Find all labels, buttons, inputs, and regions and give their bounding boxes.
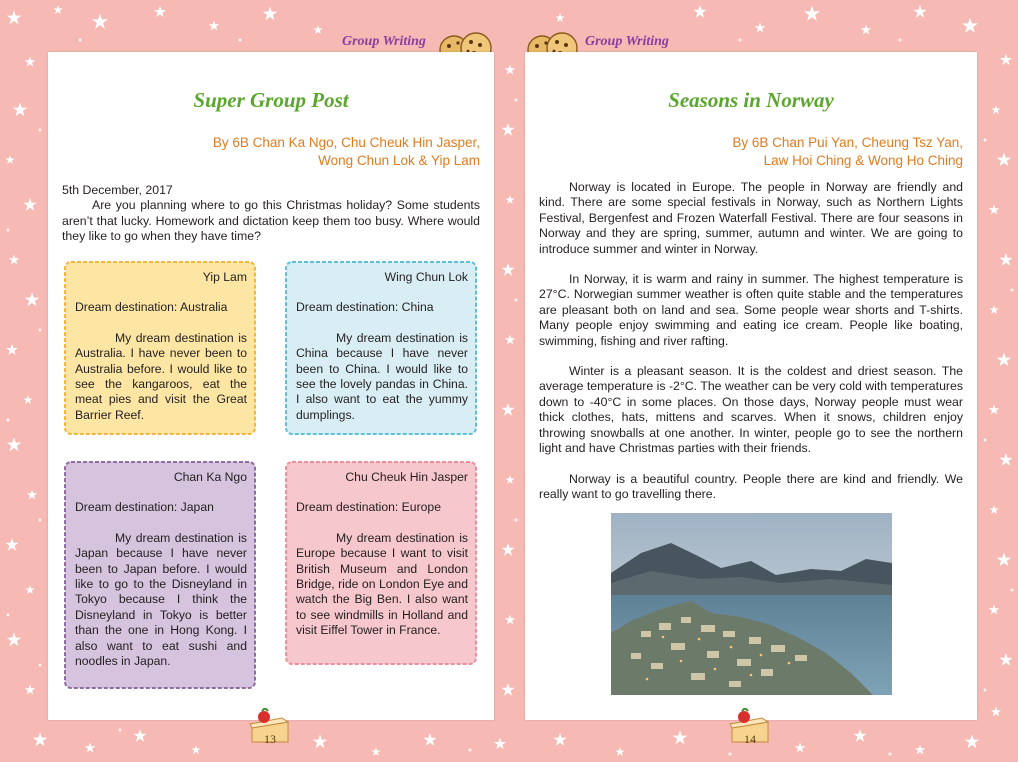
card-text: My dream destination is Europe because I want to visit British Museum and London Bridge, ride on London Eye and watch the Big Ben. I also want to see windmills in Holland and visit Eiffel Tower in France. <box>296 530 468 638</box>
byline-line: By 6B Chan Pui Yan, Cheung Tsz Yan, <box>732 135 963 150</box>
right-page <box>525 52 977 720</box>
article-paragraph: Norway is a beautiful country. People there are kind and friendly. We really want to go travelling there. <box>539 471 963 501</box>
card-destination: Dream destination: Australia <box>75 300 228 315</box>
card-author: Yip Lam <box>202 270 247 284</box>
right-page-title: Seasons in Norway <box>668 88 834 112</box>
card-destination: Dream destination: Japan <box>75 500 214 515</box>
post-card-chan-ka-ngo <box>61 458 259 692</box>
norway-town-photo <box>611 513 892 695</box>
post-date: 5th December, 2017 <box>62 183 173 197</box>
norway-article <box>539 180 963 517</box>
byline-line: By 6B Chan Ka Ngo, Chu Cheuk Hin Jasper, <box>212 135 480 150</box>
card-text: My dream destination is Australia. I have never been to Australia before. I would like to see the kangaroos, eat the meat pies and visit the Great Barrier Reef. <box>75 330 247 422</box>
post-card-yip-lam <box>61 258 259 438</box>
article-paragraph: Norway is located in Europe. The people in Norway are friendly and kind. There are some special festivals in Norway, such as Northern Lights Festival, Bergenfest and Frozen Waterfall Festival. There are four seasons in Norway and they are spring, summer, autumn and winter. We are going to introduce summer and winter in Norway. <box>539 180 963 256</box>
card-author: Wing Chun Lok <box>384 270 468 284</box>
byline-line: Wong Chun Lok & Yip Lam <box>318 153 480 168</box>
card-author: Chan Ka Ngo <box>173 470 247 484</box>
right-page-number-badge <box>728 708 772 748</box>
article-paragraph: Winter is a pleasant season. It is the coldest and driest season. The average temperature is -2°C. The weather can be very cold with temperatures down to -40°C in some places. On those days, Norway people must wear thick clothes, hats, mittens and scarves. When it snows, children enjoy throwing snowballs at one another. In winter, people go to see the northern light and have Christmas parties with their friends. <box>539 364 963 456</box>
page-number: 14 <box>744 732 756 746</box>
left-page-title: Super Group Post <box>193 88 349 112</box>
right-byline <box>732 134 963 170</box>
article-paragraph: In Norway, it is warm and rainy in summer. The highest temperature is 27°C. Norwegian summer weather is often quite stable and the temperatures are pleasant both on land and sea. Some people wear shorts and T-shirts. Many people enjoy swimming and eating ice cream. People like boating, swimming, fishing and river rafting. <box>539 272 963 348</box>
card-author: Chu Cheuk Hin Jasper <box>345 470 468 484</box>
byline-line: Law Hoi Ching & Wong Ho Ching <box>763 153 963 168</box>
card-text: My dream destination is China because I have never been to China. I would like to see the lovely pandas in China. I also want to eat the yummy dumplings. <box>296 330 468 422</box>
intro-paragraph: Are you planning where to go this Christmas holiday? Some students aren’t that lucky. Homework and dictation keep them too busy. Where would they like to go when they have time? <box>62 198 480 244</box>
post-card-chu-cheuk-hin-jasper <box>282 458 480 668</box>
left-intro <box>62 183 480 260</box>
left-page <box>48 52 494 720</box>
post-card-wing-chun-lok <box>282 258 480 438</box>
card-destination: Dream destination: China <box>296 300 434 315</box>
card-destination: Dream destination: Europe <box>296 500 441 515</box>
left-byline <box>213 134 480 170</box>
right-section-label: Group Writing <box>585 34 669 49</box>
left-page-number-badge <box>248 708 292 748</box>
coastal-town-image <box>611 513 892 695</box>
page-number: 13 <box>264 732 276 746</box>
card-text: My dream destination is Japan because I have never been to Japan before. I would like to go to the Disneyland in Tokyo because I think the Disneyland in Tokyo is better than the one in Hong Kong. I also want to eat sushi and noodles in Japan. <box>75 530 247 669</box>
left-section-label: Group Writing <box>342 34 426 49</box>
